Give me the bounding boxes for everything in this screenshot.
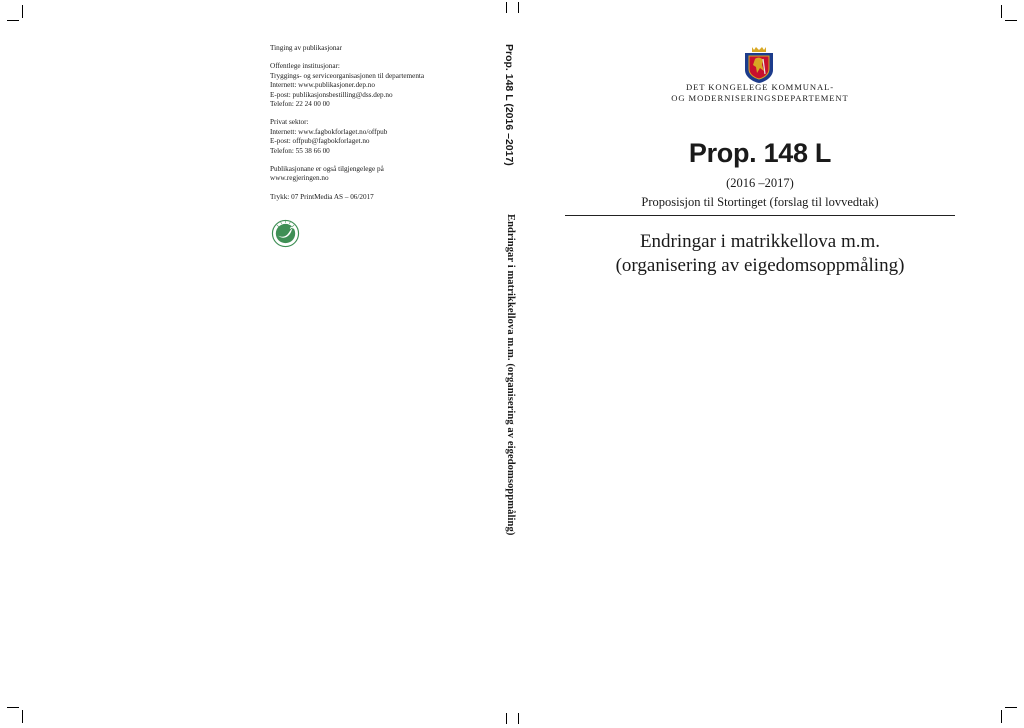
- public-sector-phone: Telefon: 22 24 00 00: [270, 100, 330, 109]
- ministry-line: OG MODERNISERINGSDEPARTEMENT: [671, 92, 849, 103]
- private-sector-email: E-post: offpub@fagbokforlaget.no: [270, 137, 370, 146]
- public-sector-block: [270, 62, 490, 109]
- public-sector-email: E-post: publikasjonsbestilling@dss.dep.no: [270, 90, 393, 99]
- document-title: [560, 230, 960, 278]
- prop-number: Prop. 148 L: [688, 138, 832, 168]
- private-sector-block: [270, 118, 490, 156]
- divider: [565, 215, 955, 216]
- crop-mark: [518, 2, 519, 13]
- crop-mark: [506, 713, 507, 724]
- availability-text: Publikasjonane er også tilgjengelege på: [270, 165, 384, 174]
- crop-mark: [1005, 707, 1017, 708]
- crop-mark: [1001, 5, 1002, 18]
- nordic-swan-ecolabel-icon: [271, 219, 300, 248]
- crop-mark: [506, 2, 507, 13]
- crop-mark: [1001, 710, 1002, 723]
- crop-mark: [7, 20, 19, 21]
- spine-prop-number: Prop. 148 L (2016 –2017): [503, 44, 515, 166]
- private-sector-phone: Telefon: 55 38 66 00: [270, 146, 330, 155]
- private-sector-heading: Privat sektor:: [270, 118, 309, 127]
- private-sector-internet: Internett: www.fagbokforlaget.no/offpub: [270, 127, 388, 136]
- document-title-line: (organisering av eigedomsoppmåling): [615, 255, 905, 276]
- print-info: Trykk: 07 PrintMedia AS – 06/2017: [270, 192, 374, 201]
- availability-url: www.regjeringen.no: [270, 174, 329, 183]
- session-years: (2016 –2017): [726, 176, 794, 190]
- norwegian-coat-of-arms-icon: [743, 44, 775, 84]
- crop-mark: [22, 710, 23, 723]
- public-sector-heading: Offentlege institusjonar:: [270, 62, 340, 71]
- crop-mark: [1005, 20, 1017, 21]
- crop-mark: [22, 5, 23, 18]
- crop-mark: [518, 713, 519, 724]
- spine-title: Endringar i matrikkellova m.m. (organisering av eigedomsoppmåling): [505, 214, 516, 536]
- document-title-line: Endringar i matrikkellova m.m.: [639, 231, 881, 252]
- crop-mark: [7, 707, 19, 708]
- ordering-information: [270, 44, 490, 211]
- ordering-heading: Tinging av publikasjonar: [270, 44, 343, 52]
- ministry-name: [640, 82, 880, 103]
- ministry-line: DET KONGELEGE KOMMUNAL-: [686, 82, 834, 92]
- public-sector-internet: Internett: www.publikasjoner.dep.no: [270, 81, 375, 90]
- availability-block: [270, 165, 490, 184]
- prop-subtitle: Proposisjon til Stortinget (forslag til lovvedtak): [641, 195, 879, 209]
- public-sector-org: Tryggings- og serviceorganisasjonen til departementa: [270, 71, 425, 80]
